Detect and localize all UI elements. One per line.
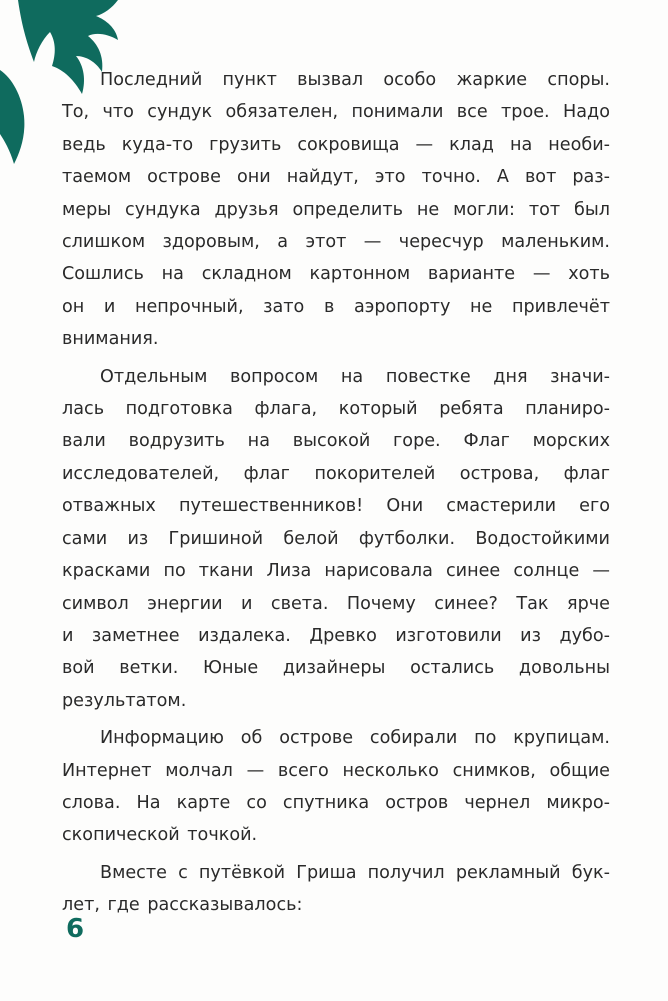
text-line: Последний пункт вызвал особо жаркие споры. xyxy=(100,70,610,90)
text-line: То, что сундук обязателен, понимали все трое. Надо xyxy=(62,102,610,123)
text-line: лет, где рассказывалось: xyxy=(62,895,303,916)
text-line: скопической точкой. xyxy=(62,825,258,846)
text-line: Интернет молчал — всего несколько снимков, общие xyxy=(62,760,610,781)
text-line: он и непрочный, зато в аэропорту не привлечёт xyxy=(62,296,610,317)
paragraph-1 xyxy=(62,64,610,356)
text-line: Информацию об острове собирали по крупицам. xyxy=(100,728,610,749)
paragraph-3 xyxy=(62,722,610,852)
text-line: таемом острове они найдут, это точно. А вот раз- xyxy=(62,167,610,188)
text-line: Сошлись на складном картонном варианте — хоть xyxy=(62,264,610,285)
text-line: исследователей, флаг покорителей острова, флаг xyxy=(62,463,610,484)
paragraph-2 xyxy=(62,361,610,717)
text-line: Отдельным вопросом на повестке дня значи- xyxy=(100,366,610,387)
text-line: лась подготовка флага, который ребята планиро- xyxy=(62,399,610,420)
text-line: внимания. xyxy=(62,329,159,350)
text-line: и заметнее издалека. Древко изготовили из дубо- xyxy=(62,625,610,646)
text-line: вали водрузить на высокой горе. Флаг морских xyxy=(62,431,610,452)
text-line: ведь куда-то грузить сокровища — клад на необи- xyxy=(62,134,610,155)
text-line: красками по ткани Лиза нарисовала синее солнце — xyxy=(62,561,610,582)
page-number: 6 xyxy=(66,914,85,944)
text-line: отважных путешественников! Они смастерили его xyxy=(62,496,610,517)
text-line: сами из Гришиной белой футболки. Водостойкими xyxy=(62,528,610,549)
text-line: символ энергии и света. Почему синее? Так ярче xyxy=(62,593,610,614)
paragraph-4 xyxy=(62,857,610,922)
text-line: слова. На карте со спутника остров чернел микро- xyxy=(62,792,610,813)
text-line: слишком здоровым, а этот — чересчур маленьким. xyxy=(62,232,610,253)
text-line: Вместе с путёвкой Гриша получил рекламный бук- xyxy=(100,862,610,883)
text-line: меры сундука друзья определить не могли: тот был xyxy=(62,199,610,220)
text-line: результатом. xyxy=(62,690,187,711)
text-line: вой ветки. Юные дизайнеры остались довольны xyxy=(62,658,610,679)
body-text xyxy=(62,64,610,922)
